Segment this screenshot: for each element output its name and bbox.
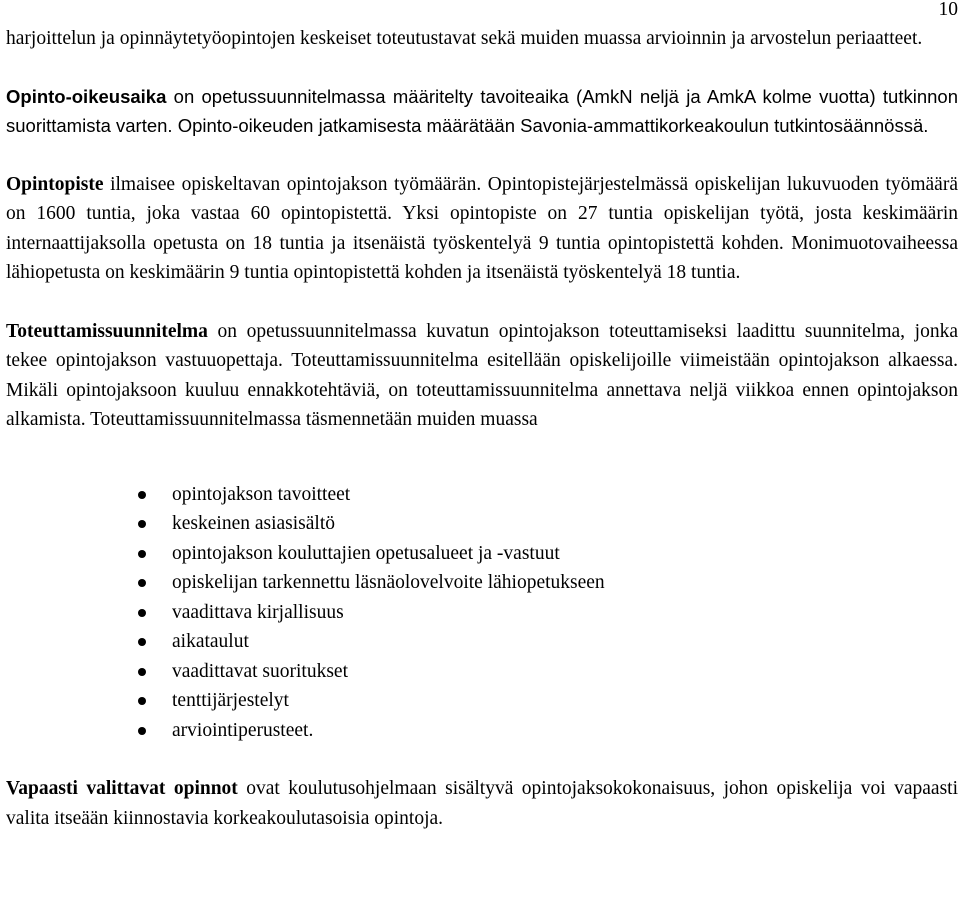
bullet-icon [138, 579, 146, 587]
list-item-text: vaadittava kirjallisuus [172, 601, 344, 623]
bullet-icon [138, 638, 146, 646]
term-toteuttamissuunnitelma: Toteuttamissuunnitelma [6, 320, 208, 342]
document-body [6, 24, 958, 833]
definition-text: on opetussuunnitelmassa määritelty tavoiteaika (AmkN neljä ja AmkA kolme vuotta) tutkinnon suorittamista varten. Opinto-oikeuden jatkamisesta määrätään Savonia-ammattikorkeakoulun tutkintosäännössä. [6, 85, 958, 136]
bullet-icon [138, 668, 146, 676]
list-item-text: vaadittavat suoritukset [172, 660, 348, 682]
bullet-icon [138, 491, 146, 499]
list-item [6, 568, 958, 598]
definition-vapaasti-valittavat [6, 774, 958, 833]
list-item [6, 509, 958, 539]
definition-text: ovat koulutusohjelmaan sisältyvä opintojaksokokonaisuus, johon opiskelija voi vapaasti valita itseään kiinnostavia korkeakoulutasoisia opintoja. [6, 778, 958, 829]
definition-text: on opetussuunnitelmassa kuvatun opintojakson toteuttamiseksi laadittu suunnitelma, jonka tekee opintojakson vastuuopettaja. Toteuttamissuunnitelma esitellään opiskelijoille viimeistään opintojakson alkaessa. Mikäli opintojaksoon kuuluu ennakkotehtäviä, on toteuttamissuunnitelma annettava neljä viikkoa ennen opintojakson alkamista. Toteuttamissuunnitelmassa täsmennetään muiden muassa [6, 320, 958, 430]
bullet-icon [138, 609, 146, 617]
list-item [6, 598, 958, 628]
list-item-text: arviointiperusteet. [172, 719, 314, 741]
list-item [6, 686, 958, 716]
list-item-text: opintojakson kouluttajien opetusalueet ja -vastuut [172, 542, 560, 564]
definition-text: ilmaisee opiskeltavan opintojakson työmäärän. Opintopistejärjestelmässä opiskelijan lukuvuoden työmäärä on 1600 tuntia, joka vastaa 60 opintopistettä. Yksi opintopiste on 27 tuntia opiskelijan työtä, josta keskimäärin internaattijaksolla opetusta on 18 tuntia ja itsenäistä työskentelyä 9 tuntia opintopistettä kohden. Monimuotovaiheessa lähiopetusta on keskimäärin 9 tuntia opintopistettä kohden ja itsenäistä työskentelyä 18 tuntia. [6, 173, 958, 283]
list-item [6, 627, 958, 657]
bullet-icon [138, 697, 146, 705]
bullet-icon [138, 727, 146, 735]
intro-text: harjoittelun ja opinnäytetyöopintojen keskeiset toteutustavat sekä muiden muassa arvioinnin ja arvostelun periaatteet. [6, 28, 923, 49]
definition-opinto-oikeusaika [6, 82, 958, 141]
list-item [6, 539, 958, 569]
definition-toteuttamissuunnitelma [6, 317, 958, 435]
bullet-icon [138, 520, 146, 528]
bullet-icon [138, 550, 146, 558]
term-opinto-oikeusaika: Opinto-oikeusaika [6, 85, 167, 107]
list-item-text: keskeinen asiasisältö [172, 513, 335, 534]
plan-contents-list [6, 480, 958, 746]
list-item-text: aikataulut [172, 631, 249, 652]
list-item [6, 716, 958, 746]
intro-paragraph [6, 24, 958, 54]
list-item-text: tenttijärjestelyt [172, 690, 289, 711]
list-item [6, 480, 958, 510]
definition-opintopiste [6, 170, 958, 288]
page-number: 10 [938, 0, 958, 20]
term-opintopiste: Opintopiste [6, 173, 104, 195]
list-item-text: opintojakson tavoitteet [172, 483, 351, 505]
list-item-text: opiskelijan tarkennettu läsnäolovelvoite lähiopetukseen [172, 572, 605, 593]
list-item [6, 657, 958, 687]
term-vapaasti-valittavat: Vapaasti valittavat opinnot [6, 778, 238, 799]
